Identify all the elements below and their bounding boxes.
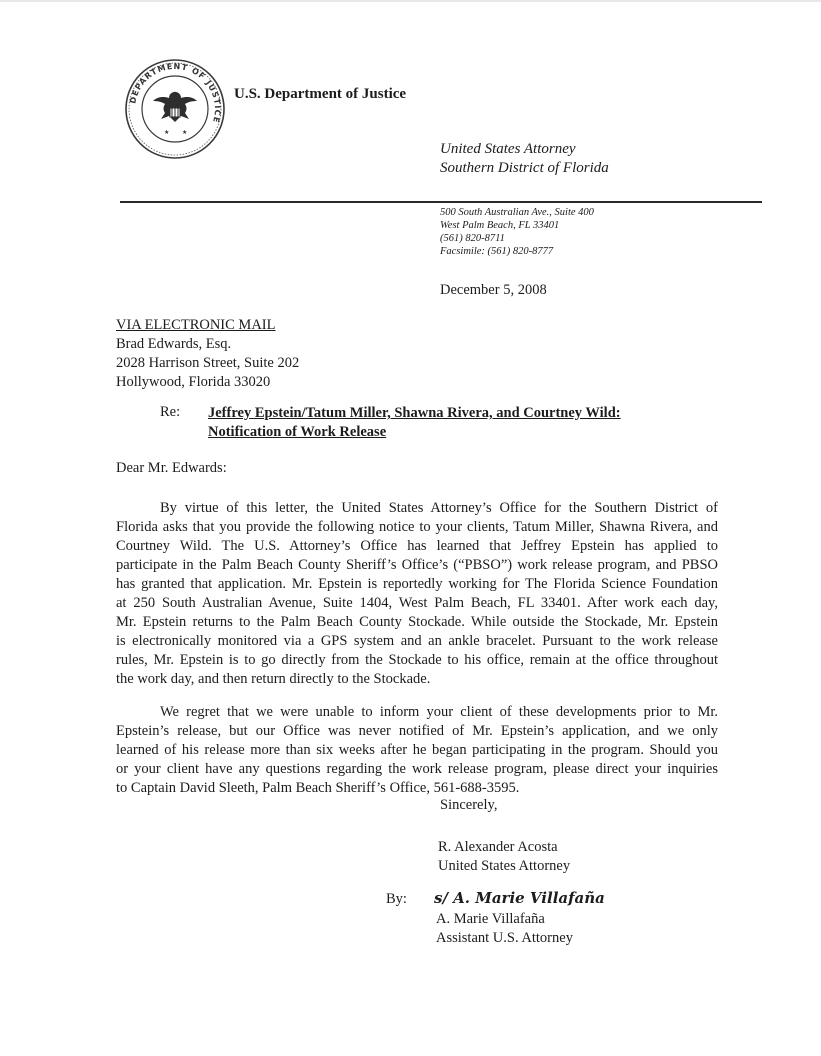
by-label: By: — [386, 891, 407, 907]
subject-text: Notification of Work Release — [208, 424, 387, 440]
paragraph-line: We regret that we were unable to inform your client of these developments prior to Mr. — [160, 704, 718, 720]
signer-block — [438, 838, 570, 876]
assistant-name: A. Marie Villafaña — [436, 911, 545, 927]
paragraph-line: rules, Mr. Epstein is to go directly from the Stockade to his office, remain at the office throughout — [116, 652, 718, 668]
paragraph-line: to Captain David Sleeth, Palm Beach Sheriff’s Office, 561-688-3595. — [116, 780, 520, 796]
body-paragraph-2 — [116, 703, 718, 798]
letterhead-divider — [120, 201, 762, 203]
paragraph-line: or your client have any questions regarding the work release program, please direct your inquiries — [116, 761, 718, 777]
recipient-block — [116, 316, 299, 392]
recipient-line: Hollywood, Florida 33020 — [116, 374, 271, 390]
subject-line — [208, 404, 621, 442]
closing: Sincerely, — [440, 797, 498, 813]
address-line: (561) 820-8711 — [440, 233, 505, 244]
scan-edge — [0, 0, 821, 2]
paragraph-line: learned of his release more than six weeks after he began participating in the program. Should you — [116, 742, 718, 758]
assistant-block — [436, 910, 573, 948]
subject-label: Re: — [160, 404, 181, 420]
paragraph-line: Epstein’s release, but our Office was never notified of Mr. Epstein’s application, and we only — [116, 723, 718, 739]
office-block — [440, 140, 609, 178]
svg-text:★: ★ — [182, 129, 188, 136]
paragraph-line: the work day, and then return directly to the Stockade. — [116, 671, 431, 687]
paragraph-line: at 250 South Australian Avenue, Suite 1404, West Palm Beach, FL 33401. After work each day, — [116, 595, 718, 611]
delivery-method: VIA ELECTRONIC MAIL — [116, 317, 276, 333]
signer-name: R. Alexander Acosta — [438, 839, 558, 855]
office-line: Southern District of Florida — [440, 160, 609, 176]
paragraph-line: is electronically monitored via a GPS system and an ankle bracelet. Pursuant to the work release — [116, 633, 718, 649]
salutation: Dear Mr. Edwards: — [116, 460, 227, 476]
body-paragraph-1 — [116, 499, 718, 689]
svg-text:DEPARTMENT OF JUSTICE: DEPARTMENT OF JUSTICE — [128, 61, 223, 125]
agency-name: U.S. Department of Justice — [234, 86, 407, 102]
recipient-line: 2028 Harrison Street, Suite 202 — [116, 355, 300, 371]
address-line: 500 South Australian Ave., Suite 400 — [440, 207, 594, 218]
paragraph-line: participate in the Palm Beach County Sheriff’s Office’s (“PBSO”) work release program, and PBSO — [116, 557, 718, 573]
assistant-title: Assistant U.S. Attorney — [436, 930, 573, 946]
paragraph-line: Mr. Epstein returns to the Palm Beach County Stockade. While outside the Stockade, Mr. Epstein — [116, 614, 718, 630]
electronic-signature: s/ A. Marie Villafaña — [434, 889, 605, 907]
svg-text:★: ★ — [164, 129, 170, 136]
paragraph-line: has granted that application. Mr. Epstein is reportedly working for The Florida Science Foundation — [116, 576, 718, 592]
recipient-line: Brad Edwards, Esq. — [116, 336, 232, 352]
office-line: United States Attorney — [440, 141, 576, 157]
paragraph-line: Florida asks that you provide the following notice to your clients, Tatum Miller, Shawna Rivera, and — [116, 519, 718, 535]
paragraph-line: Courtney Wild. The U.S. Attorney’s Office has learned that Jeffrey Epstein has applied to — [116, 538, 718, 554]
address-line: West Palm Beach, FL 33401 — [440, 220, 560, 231]
paragraph-line: By virtue of this letter, the United States Attorney’s Office for the Southern District of — [160, 500, 718, 516]
subject-text: Jeffrey Epstein/Tatum Miller, Shawna Rivera, and Courtney Wild: — [208, 405, 621, 421]
address-line: Facsimile: (561) 820-8777 — [440, 246, 554, 257]
letter-date: December 5, 2008 — [440, 282, 547, 298]
doj-seal-icon — [124, 58, 226, 160]
signer-title: United States Attorney — [438, 858, 571, 874]
office-address — [440, 206, 594, 258]
